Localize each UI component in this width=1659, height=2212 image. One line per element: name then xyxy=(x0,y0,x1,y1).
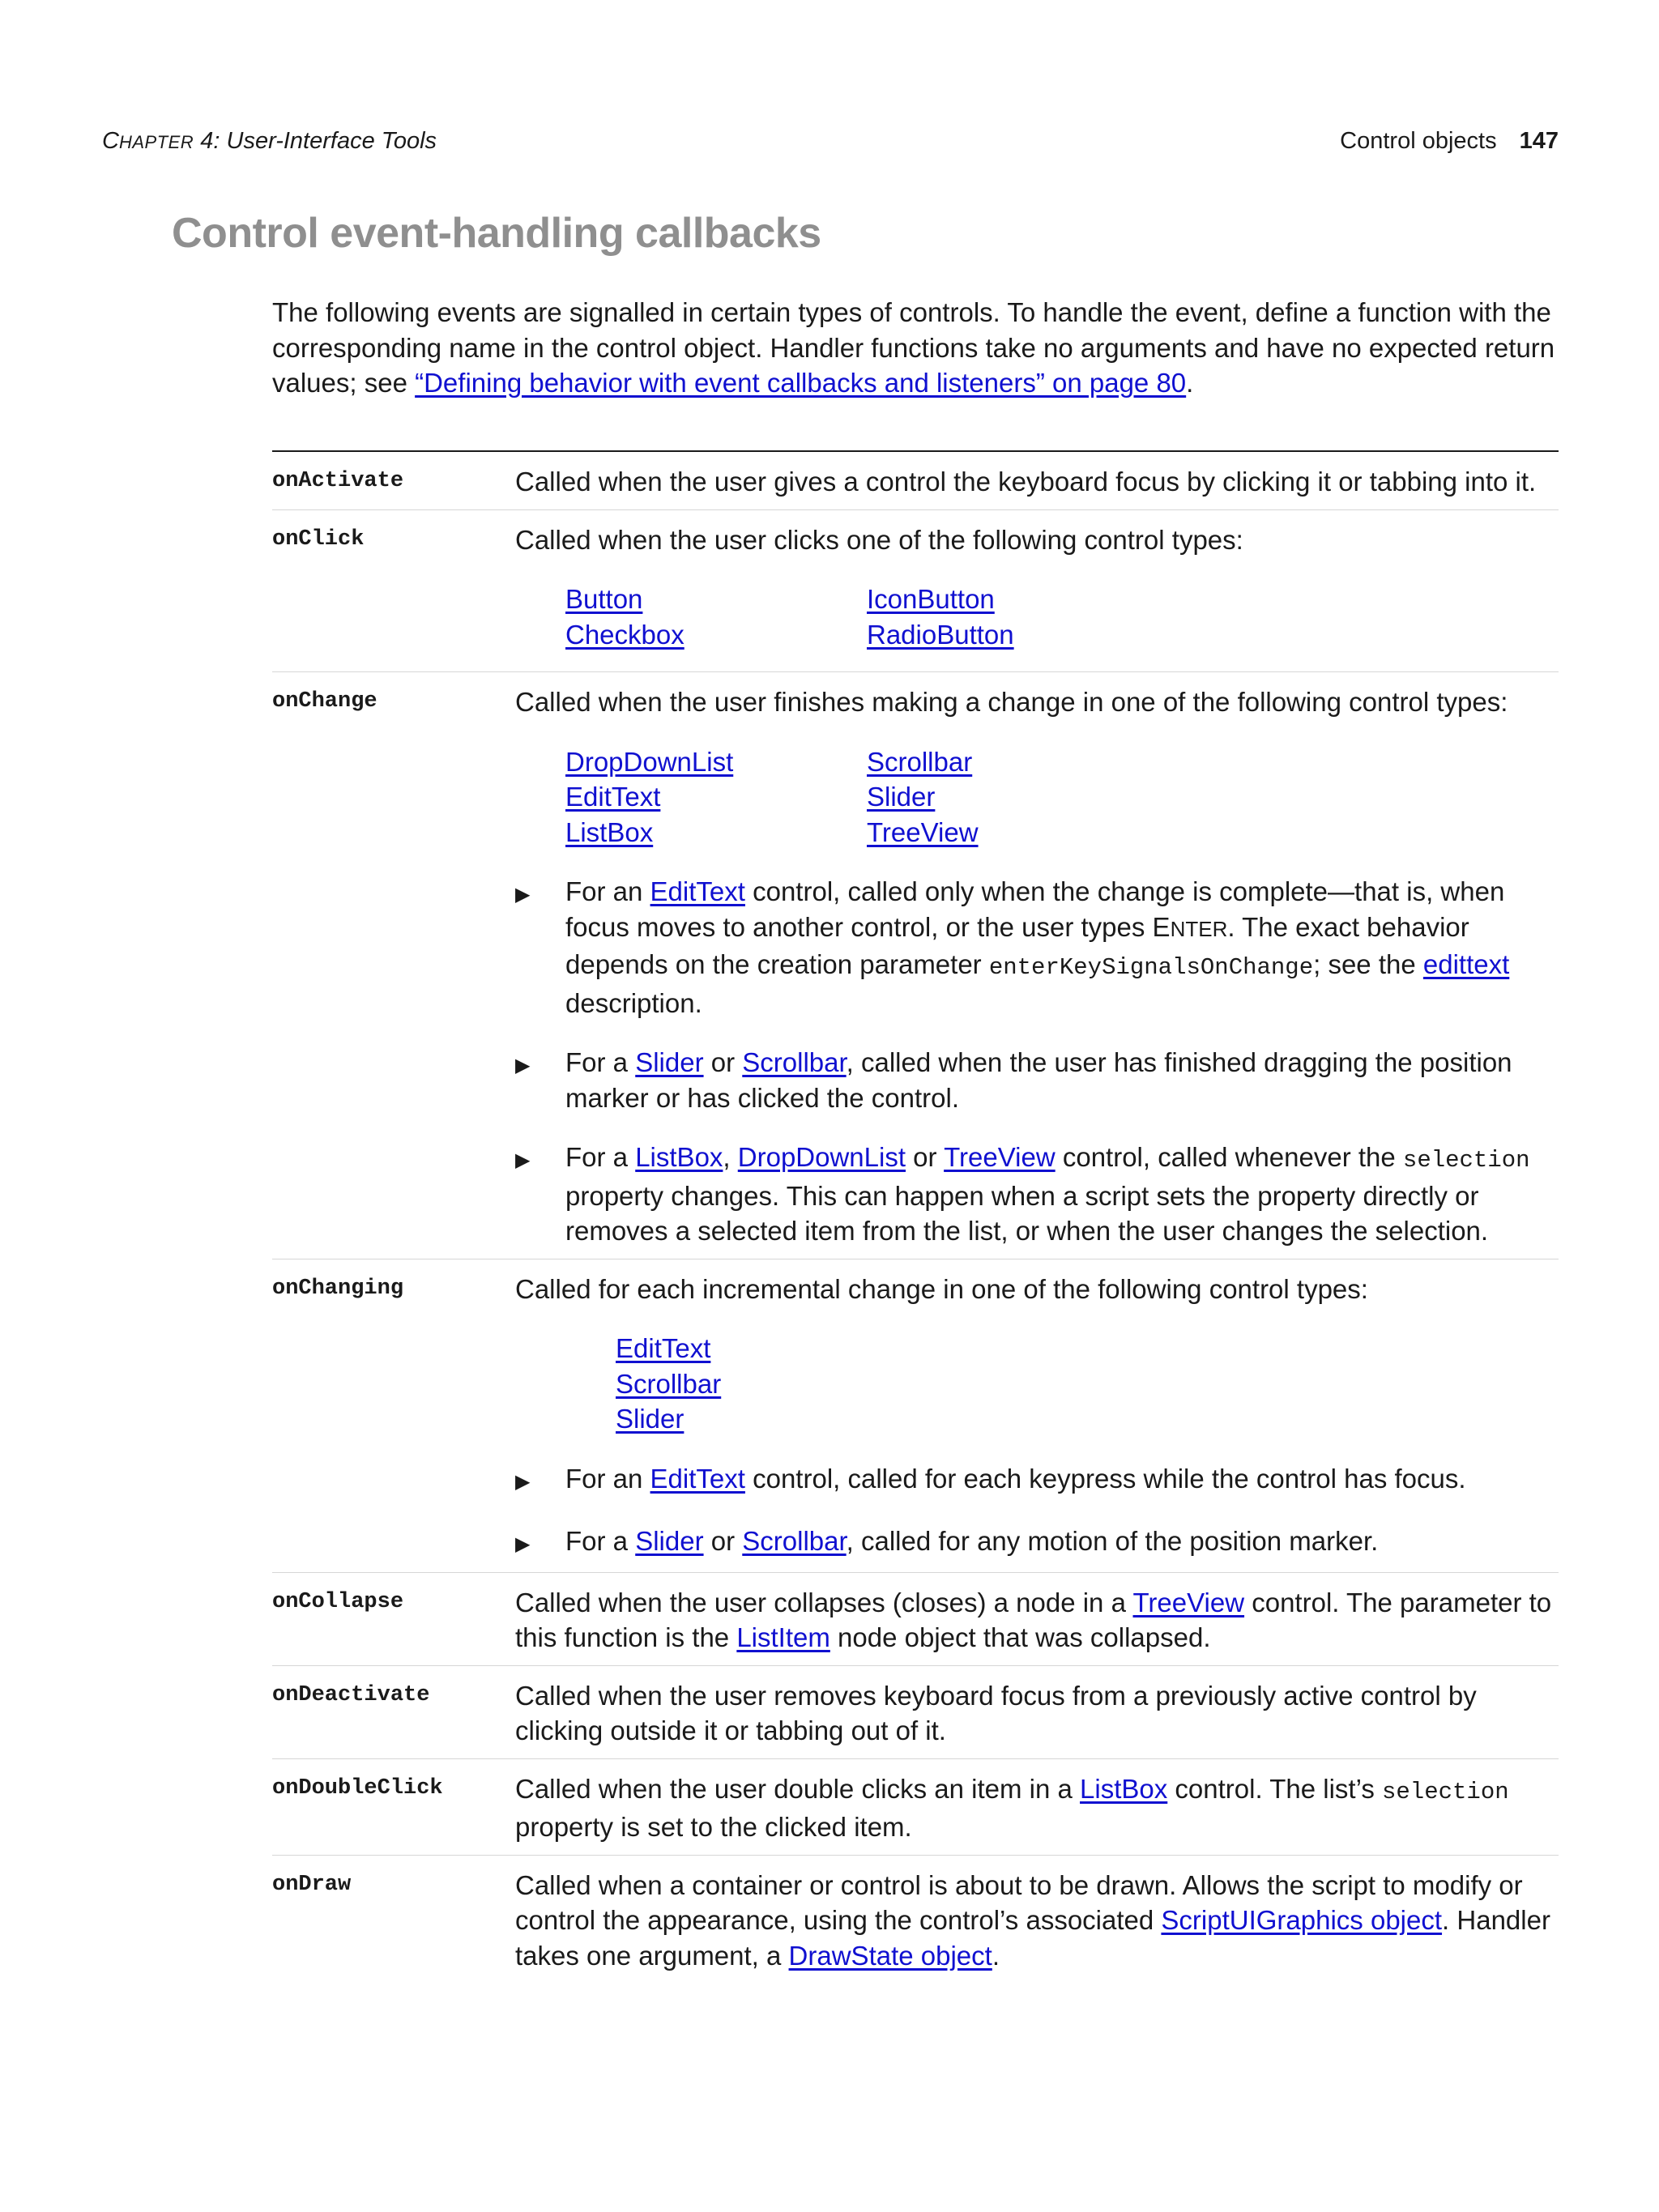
bullet-text xyxy=(565,874,1559,1021)
chapter-prefix-first: C xyxy=(102,128,119,154)
edittext-link[interactable]: EditText xyxy=(650,1463,745,1494)
page-number: 147 xyxy=(1519,128,1559,154)
control-type-list xyxy=(616,1331,1559,1437)
bullet-arrow-icon: ▶ xyxy=(515,884,531,906)
text: control. The parameter to this function is the xyxy=(515,1587,1552,1652)
edittext-link[interactable]: EditText xyxy=(565,782,661,812)
bullet-item xyxy=(515,1461,1559,1500)
text: node object that was collapsed. xyxy=(830,1622,1211,1652)
event-description xyxy=(515,1678,1559,1749)
event-description xyxy=(515,684,1559,1249)
text: For a xyxy=(565,1047,636,1077)
defining-behavior-link[interactable]: “Defining behavior with event callbacks and listeners” on page 80 xyxy=(415,368,1187,398)
description-text: Called for each incremental change in one of the following control types: xyxy=(515,1273,1368,1304)
enter-key-rest: NTER xyxy=(1170,916,1228,941)
text: For an xyxy=(565,876,650,906)
event-name: onCollapse xyxy=(272,1589,404,1614)
description-text: Called when the user finishes making a change in one of the following control types: xyxy=(515,687,1508,717)
text: . xyxy=(992,1940,1000,1971)
edittext-link[interactable]: EditText xyxy=(616,1333,711,1363)
code-property: selection xyxy=(1382,1778,1509,1805)
event-description xyxy=(515,464,1559,500)
event-name: onChange xyxy=(272,689,377,714)
text: or xyxy=(703,1526,743,1556)
event-name: onClick xyxy=(272,526,365,552)
dropdownlist-link[interactable]: DropDownList xyxy=(737,1142,906,1172)
text: control, called only when the change is complete—that is, when focus moves to another control, or the user types xyxy=(565,876,1505,942)
chapter-title: 4: User-Interface Tools xyxy=(194,128,437,154)
text: , xyxy=(723,1142,738,1172)
table-row xyxy=(272,1259,1559,1573)
table-row xyxy=(272,1573,1559,1666)
iconbutton-link[interactable]: IconButton xyxy=(867,584,995,614)
bullet-text xyxy=(565,1461,1559,1500)
event-table xyxy=(272,450,1559,1983)
button-link[interactable]: Button xyxy=(565,584,643,614)
drawstate-link[interactable]: DrawState object xyxy=(788,1940,992,1971)
bullet-arrow-icon: ▶ xyxy=(515,1533,531,1555)
edittext-description-link[interactable]: edittext xyxy=(1422,949,1510,979)
slider-link[interactable]: Slider xyxy=(867,782,936,812)
bullet-text xyxy=(565,1140,1559,1249)
description-text xyxy=(515,1771,1559,1845)
text: , called when the user has finished dragging the position marker or has clicked the control. xyxy=(565,1047,1512,1113)
text: For a xyxy=(565,1142,636,1172)
bullet-arrow-icon: ▶ xyxy=(515,1055,531,1076)
listbox-link[interactable]: ListBox xyxy=(565,816,654,847)
event-description xyxy=(515,1771,1559,1845)
chapter-header xyxy=(102,128,437,155)
scrollbar-link[interactable]: Scrollbar xyxy=(742,1047,847,1077)
text: Called when the user double clicks an item in a xyxy=(515,1773,1081,1804)
bullet-item xyxy=(515,1140,1559,1249)
bullet-item xyxy=(515,1045,1559,1115)
bullet-item xyxy=(515,1524,1559,1562)
section-header xyxy=(1340,128,1559,155)
description-text: Called when the user removes keyboard focus from a previously active control by clicking outside it or tabbing out of it. xyxy=(515,1680,1477,1745)
event-description xyxy=(515,1585,1559,1656)
table-row xyxy=(272,452,1559,510)
checkbox-link[interactable]: Checkbox xyxy=(565,619,684,650)
event-name: onDraw xyxy=(272,1872,352,1897)
table-row xyxy=(272,1856,1559,1984)
listitem-link[interactable]: ListItem xyxy=(736,1622,830,1652)
intro-end: . xyxy=(1186,368,1194,398)
table-row xyxy=(272,510,1559,673)
text: description. xyxy=(565,987,702,1018)
enter-key: E xyxy=(1152,911,1171,942)
event-description xyxy=(515,522,1559,663)
event-name: onDeactivate xyxy=(272,1682,430,1707)
edittext-link[interactable]: EditText xyxy=(650,876,745,906)
scriptuigraphics-link[interactable]: ScriptUIGraphics object xyxy=(1161,1905,1443,1935)
event-description xyxy=(515,1868,1559,1974)
table-row xyxy=(272,1759,1559,1856)
text: or xyxy=(906,1142,945,1172)
dropdownlist-link[interactable]: DropDownList xyxy=(565,746,734,777)
bullet-arrow-icon: ▶ xyxy=(515,1149,531,1171)
treeview-link[interactable]: TreeView xyxy=(1132,1587,1245,1617)
text: . Handler takes one argument, a xyxy=(515,1905,1550,1971)
scrollbar-link[interactable]: Scrollbar xyxy=(742,1526,847,1556)
text: control, called whenever the xyxy=(1055,1142,1403,1172)
intro-paragraph xyxy=(272,295,1562,401)
text: . The exact behavior depends on the creation parameter xyxy=(565,911,1469,979)
chapter-prefix-rest: HAPTER xyxy=(118,132,194,152)
text: control. The list’s xyxy=(1167,1773,1382,1804)
section-name: Control objects xyxy=(1340,128,1497,154)
listbox-link[interactable]: ListBox xyxy=(1080,1773,1168,1804)
description-text xyxy=(515,1585,1559,1656)
description-text: Called when the user gives a control the keyboard focus by clicking it or tabbing into it. xyxy=(515,467,1537,497)
text: For a xyxy=(565,1526,636,1556)
bullet-arrow-icon: ▶ xyxy=(515,1470,531,1493)
treeview-link[interactable]: TreeView xyxy=(944,1142,1056,1172)
description-text: Called when the user clicks one of the following control types: xyxy=(515,524,1243,555)
text: , called for any motion of the position marker. xyxy=(846,1526,1379,1556)
text: property changes. This can happen when a script sets the property directly or removes a selected item from the list, or when the user changes the selection. xyxy=(565,1180,1489,1246)
intro-text: The following events are signalled in certain types of controls. To handle the event, define a function with the corresponding name in the control object. Handler functions take no arguments and have no expected return values; see xyxy=(272,297,1555,398)
code-property: selection xyxy=(1402,1147,1530,1174)
page-title: Control event-handling callbacks xyxy=(172,210,821,257)
table-row xyxy=(272,672,1559,1259)
event-description xyxy=(515,1272,1559,1562)
text: For an xyxy=(565,1463,650,1494)
code-parameter: enterKeySignalsOnChange xyxy=(988,954,1314,981)
text: control, called for each keypress while the control has focus. xyxy=(744,1463,1466,1494)
text: Called when a container or control is about to be drawn. Allows the script to modify or control the appearance, using the control’s associated xyxy=(515,1869,1523,1935)
text: property is set to the clicked item. xyxy=(515,1812,912,1842)
slider-link[interactable]: Slider xyxy=(635,1047,704,1077)
event-name: onDoubleClick xyxy=(272,1775,443,1801)
listbox-link[interactable]: ListBox xyxy=(635,1142,723,1172)
text: or xyxy=(703,1047,743,1077)
treeview-link[interactable]: TreeView xyxy=(867,816,979,847)
bullet-text xyxy=(565,1045,1559,1115)
control-type-list xyxy=(565,582,1559,652)
radiobutton-link[interactable]: RadioButton xyxy=(867,619,1014,650)
table-row xyxy=(272,1666,1559,1759)
event-name: onChanging xyxy=(272,1276,404,1301)
slider-link[interactable]: Slider xyxy=(616,1404,684,1434)
scrollbar-link[interactable]: Scrollbar xyxy=(867,746,973,777)
bullet-text xyxy=(565,1524,1559,1562)
event-name: onActivate xyxy=(272,469,404,493)
text: ; see the xyxy=(1313,949,1423,979)
control-type-list xyxy=(565,744,1559,850)
description-text xyxy=(515,1868,1559,1974)
scrollbar-link[interactable]: Scrollbar xyxy=(616,1368,722,1399)
slider-link[interactable]: Slider xyxy=(635,1526,704,1556)
bullet-item xyxy=(515,874,1559,1021)
text: Called when the user collapses (closes) a node in a xyxy=(515,1587,1133,1617)
